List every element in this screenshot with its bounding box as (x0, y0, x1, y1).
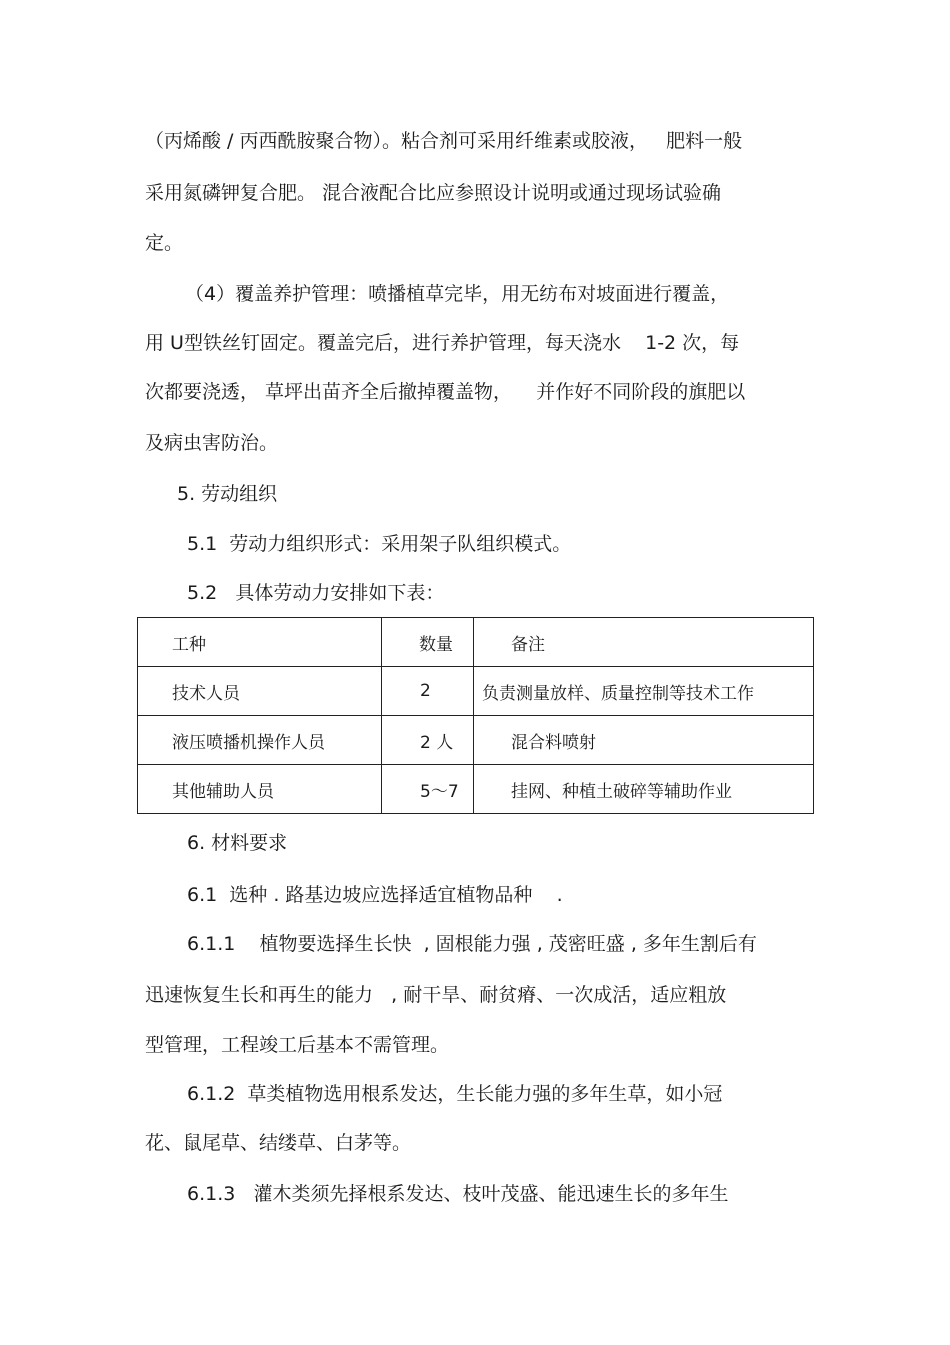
table-row (138, 765, 814, 814)
section-heading: 6. 材料要求 (187, 832, 288, 854)
paragraph-line: 6.1.2 草类植物选用根系发达，生长能力强的多年生草，如小冠 (187, 1083, 723, 1105)
table-header-cell: 备注 (474, 618, 814, 667)
paragraph-line: 6.1.1 植物要选择生长快 , 固根能力强 , 茂密旺盛 , 多年生割后有 (187, 933, 757, 955)
table-cell: 2 人 (382, 716, 474, 765)
table-header-row (138, 618, 814, 667)
paragraph-line: 定。 (145, 232, 184, 254)
paragraph-line: 次都要浇透， 草坪出苗齐全后撤掉覆盖物， 并作好不同阶段的旗肥以 (145, 381, 746, 403)
subsection-line: 5.2 具体劳动力安排如下表： (187, 582, 445, 604)
paragraph-line: 迅速恢复生长和再生的能力 , 耐干旱、耐贫瘠、一次成活，适应粗放 (145, 984, 727, 1006)
subsection-line: 6.1 选种 . 路基边坡应选择适宜植物品种 . (187, 884, 563, 906)
paragraph-line: 采用氮磷钾复合肥。 混合液配合比应参照设计说明或通过现场试验确 (145, 182, 722, 204)
table-cell: 挂网、种植土破碎等辅助作业 (474, 765, 814, 814)
table-header-cell: 工种 (138, 618, 382, 667)
paragraph-line: （4）覆盖养护管理：喷播植草完毕，用无纺布对坡面进行覆盖， (185, 283, 730, 305)
table-header-cell: 数量 (382, 618, 474, 667)
table-row (138, 667, 814, 716)
table-cell: 液压喷播机操作人员 (138, 716, 382, 765)
paragraph-line: 6.1.3 灌木类须先择根系发达、枝叶茂盛、能迅速生长的多年生 (187, 1183, 729, 1205)
paragraph-line: 及病虫害防治。 (145, 432, 279, 454)
labor-table (137, 617, 814, 814)
paragraph-line: 花、鼠尾草、结缕草、白茅等。 (145, 1132, 412, 1154)
table-cell: 技术人员 (138, 667, 382, 716)
table-row (138, 716, 814, 765)
table-cell: 5～7 (382, 765, 474, 814)
table-cell: 负责测量放样、质量控制等技术工作 (474, 667, 814, 716)
subsection-line: 5.1 劳动力组织形式：采用架子队组织模式。 (187, 533, 572, 555)
table-cell: 其他辅助人员 (138, 765, 382, 814)
paragraph-line: 用 U型铁丝钉固定。覆盖完后，进行养护管理，每天浇水 1-2 次，每 (145, 332, 740, 354)
table-cell: 混合料喷射 (474, 716, 814, 765)
section-heading: 5. 劳动组织 (177, 483, 278, 505)
paragraph-line: （丙烯酸 / 丙西酰胺聚合物）。粘合剂可采用纤维素或胶液， 肥料一般 (145, 130, 743, 152)
table-cell: 2 (382, 667, 474, 716)
paragraph-line: 型管理，工程竣工后基本不需管理。 (145, 1034, 450, 1056)
